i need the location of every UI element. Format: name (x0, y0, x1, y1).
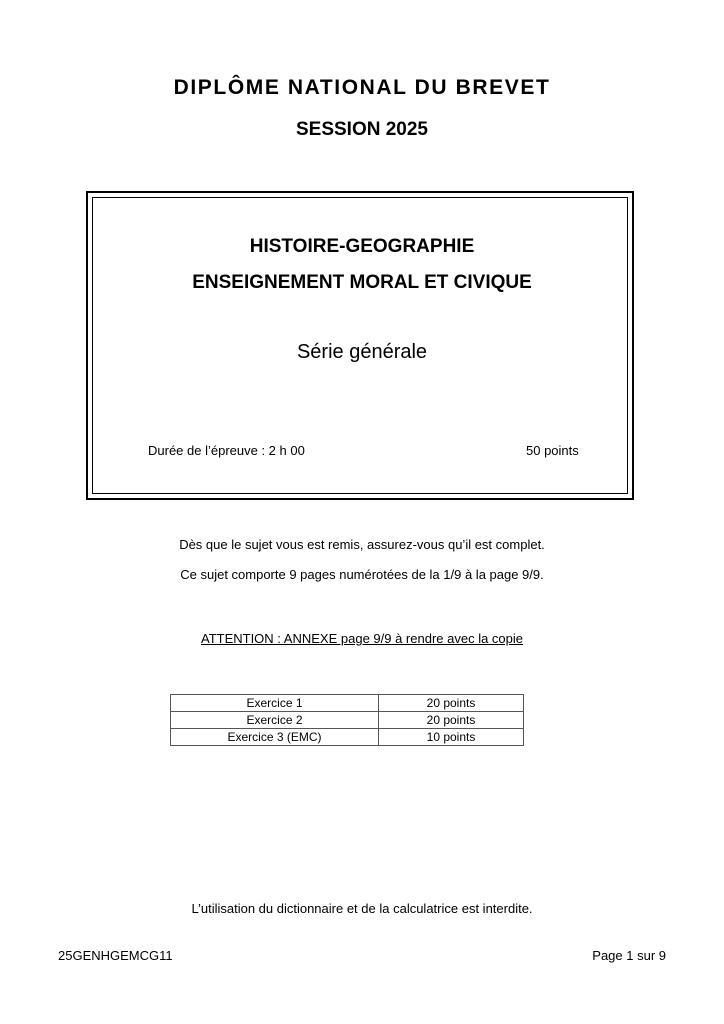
exercise-table (170, 694, 524, 746)
table-row (171, 712, 524, 729)
calculator-note: L’utilisation du dictionnaire et de la calculatrice est interdite. (191, 901, 533, 916)
total-points-label: 50 points (526, 443, 579, 458)
exercise-name: Exercice 2 (171, 712, 379, 729)
instruction-pages: Ce sujet comporte 9 pages numérotées de la 1/9 à la page 9/9. (180, 567, 544, 582)
subject-line-2: ENSEIGNEMENT MORAL ET CIVIQUE (192, 272, 532, 293)
exam-title: DIPLÔME NATIONAL DU BREVET (173, 76, 551, 99)
attention-text: ATTENTION : ANNEXE page 9/9 à rendre avec la copie (200, 631, 524, 646)
exercise-name: Exercice 1 (171, 695, 379, 712)
table-row (171, 695, 524, 712)
serie-label: Série générale (296, 341, 428, 363)
exercise-name: Exercice 3 (EMC) (171, 729, 379, 746)
instruction-complete: Dès que le sujet vous est remis, assurez-vous qu’il est complet. (179, 537, 545, 552)
subject-code: 25GENHGEMCG11 (58, 948, 173, 963)
attention-note (0, 631, 724, 646)
duration-label: Durée de l’épreuve : 2 h 00 (148, 443, 305, 458)
subject-line-1: HISTOIRE-GEOGRAPHIE (249, 236, 475, 257)
exercise-points: 20 points (379, 712, 524, 729)
exercise-points: 20 points (379, 695, 524, 712)
session-title: SESSION 2025 (295, 119, 429, 140)
page-number: Page 1 sur 9 (592, 948, 666, 963)
table-row (171, 729, 524, 746)
exercise-points: 10 points (379, 729, 524, 746)
